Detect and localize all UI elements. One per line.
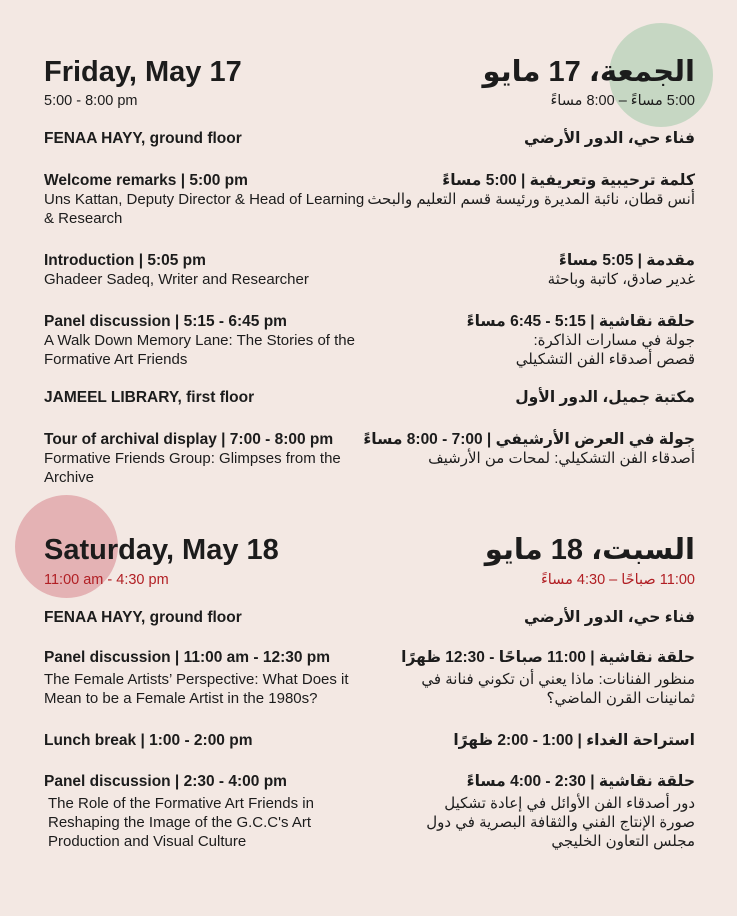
- schedule-item: [365, 251, 695, 289]
- item-heading: حلقة نقاشية | 2:30 - 4:00 مساءً: [466, 773, 695, 790]
- item-heading: حلقة نقاشية | 11:00 صباحًا - 12:30 ظهرًا: [401, 649, 695, 666]
- schedule-item: [453, 731, 695, 750]
- schedule-item: [467, 312, 695, 369]
- item-description: أصدقاء الفن التشكيلي: لمحات من الأرشيف: [428, 450, 695, 467]
- friday-time-en: 5:00 - 8:00 pm: [44, 93, 138, 109]
- friday-venue2-en: JAMEEL LIBRARY, first floor: [44, 389, 255, 406]
- saturday-time-ar: 11:00 صباحًا – 4:30 مساءً: [540, 572, 695, 588]
- schedule-item: [44, 648, 369, 708]
- item-heading: استراحة الغداء | 1:00 - 2:00 ظهرًا: [453, 732, 695, 749]
- item-heading: Panel discussion | 11:00 am - 12:30 pm: [44, 649, 331, 666]
- item-heading: Panel discussion | 5:15 - 6:45 pm: [44, 313, 287, 330]
- item-description: Uns Kattan, Deputy Director & Head of Learning & Research: [44, 191, 365, 227]
- friday-time-ar: 5:00 مساءً – 8:00 مساءً: [550, 93, 695, 109]
- item-heading: مقدمة | 5:05 مساءً: [558, 252, 695, 269]
- schedule-item: [44, 430, 369, 487]
- item-heading: Introduction | 5:05 pm: [44, 252, 206, 269]
- friday-title-en: Friday, May 17: [44, 56, 242, 88]
- item-heading: Lunch break | 1:00 - 2:00 pm: [44, 732, 253, 749]
- schedule-item: [363, 430, 695, 468]
- item-description: أنس قطان، نائبة المديرة ورئيسة قسم التعليم والبحث: [367, 191, 695, 208]
- item-description: Formative Friends Group: Glimpses from the Archive: [44, 450, 341, 486]
- friday-venue2-ar: مكتبة جميل، الدور الأول: [515, 389, 695, 406]
- saturday-title-ar: السبت، 18 مايو: [484, 534, 695, 566]
- schedule-item: [44, 731, 253, 750]
- schedule-item: [44, 251, 369, 289]
- item-description: The Role of the Formative Art Friends in Reshaping the Image of the G.C.C's Art Production and Visual Culture: [48, 795, 314, 850]
- item-description: دور أصدقاء الفن الأوائل في إعادة تشكيل صورة الإنتاج الفني والثقافة البصرية في دول مجلس التعاون الخليجي: [426, 795, 695, 850]
- item-description: منظور الفنانات: ماذا يعني أن تكوني فنانة في ثمانينات القرن الماضي؟: [421, 671, 695, 707]
- item-description: غدير صادق، كاتبة وباحثة: [547, 271, 695, 288]
- item-heading: حلقة نقاشية | 5:15 - 6:45 مساءً: [466, 313, 695, 330]
- item-heading: Panel discussion | 2:30 - 4:00 pm: [44, 773, 287, 790]
- saturday-venue1-en: FENAA HAYY, ground floor: [44, 609, 242, 626]
- friday-venue1-en: FENAA HAYY, ground floor: [44, 130, 242, 147]
- item-description: Ghadeer Sadeq, Writer and Researcher: [44, 271, 309, 288]
- item-heading: Tour of archival display | 7:00 - 8:00 pm: [44, 431, 334, 448]
- friday-title-ar: الجمعة، 17 مايو: [482, 56, 695, 88]
- item-heading: كلمة ترحيبية وتعريفية | 5:00 مساءً: [442, 172, 695, 189]
- saturday-title-en: Saturday, May 18: [44, 534, 279, 566]
- item-description: The Female Artists’ Perspective: What Does it Mean to be a Female Artist in the 1980s?: [44, 671, 349, 707]
- item-heading: Welcome remarks | 5:00 pm: [44, 172, 248, 189]
- item-description: A Walk Down Memory Lane: The Stories of the Formative Art Friends: [44, 332, 355, 368]
- schedule-item: [44, 772, 348, 851]
- schedule-item: [415, 772, 695, 851]
- schedule-item: [44, 171, 369, 228]
- friday-venue1-ar: فناء حي، الدور الأرضي: [524, 130, 695, 147]
- saturday-time-en: 11:00 am - 4:30 pm: [44, 572, 169, 588]
- saturday-venue1-ar: فناء حي، الدور الأرضي: [524, 609, 695, 626]
- item-description: جولة في مسارات الذاكرة: قصص أصدقاء الفن التشكيلي: [515, 332, 695, 368]
- schedule-item: [365, 171, 695, 209]
- schedule-item: [44, 312, 369, 369]
- item-heading: جولة في العرض الأرشيفي | 7:00 - 8:00 مساءً: [363, 431, 695, 448]
- schedule-item: [401, 648, 695, 708]
